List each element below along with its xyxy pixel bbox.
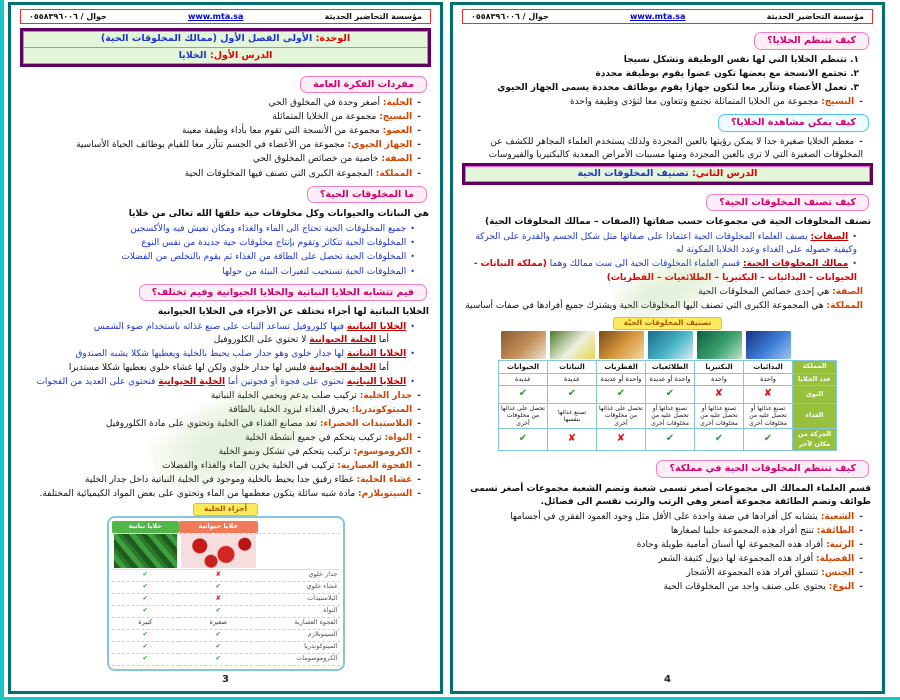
dash-bullet: -: [859, 136, 863, 147]
classify-list: [462, 231, 873, 312]
list-item: [20, 418, 431, 431]
list-item: [20, 376, 431, 389]
definition: تركيب صلب يدعم ويحمي الخلية النباتية: [210, 390, 357, 401]
dash-bullet: -: [859, 554, 863, 565]
cell: الفطريات: [597, 360, 646, 373]
cell: ✔: [646, 386, 695, 404]
dash-bullet: -: [859, 96, 863, 107]
dot-bullet: •: [410, 266, 415, 276]
term: الصفة:: [381, 154, 413, 165]
vocab-list: [20, 97, 431, 180]
cell-parts-figure: [107, 503, 345, 671]
dot-bullet: •: [852, 232, 857, 242]
term: العضو:: [382, 126, 413, 137]
row-header: النوى: [793, 386, 837, 404]
table-row: [499, 360, 837, 373]
contrast-line: [69, 362, 389, 375]
cell: ✘: [695, 386, 744, 404]
cell: واحدة: [744, 373, 793, 385]
lesson2-label: الدرس الثاني:: [692, 167, 758, 179]
cell: كبيرة: [112, 617, 179, 629]
definition: تتسلق أفراد هذه المجموعة الأشجار: [686, 568, 819, 579]
term: المملكة:: [375, 168, 413, 179]
dash-bullet: -: [417, 404, 421, 415]
cell: الحيوانات: [499, 360, 548, 373]
cell: ✔: [646, 429, 695, 451]
organize-list: [462, 54, 873, 109]
cell: تحصل على غذائها من مخلوقات أخرى: [597, 403, 646, 429]
definition: مجموعة من الأنسجة التي تقوم معا بأداء وظيفة معينة: [182, 126, 380, 137]
dot-bullet: •: [410, 322, 415, 332]
term: الصفة:: [832, 286, 863, 297]
definition: مجموعة من الخلايا المتماثلة تجتمع وتتعاون معا لتؤدي وظيفة واحدة: [569, 96, 819, 107]
list-item: [20, 251, 431, 264]
list-item: [20, 404, 431, 417]
cell: واحدة أو عديدة: [597, 373, 646, 385]
empty-cell: [793, 330, 837, 361]
table-row: [499, 373, 837, 385]
heading-compare-cells: فيم تتشابه الخلايا النباتية والخلايا الحيوانية وفيم تختلف؟: [139, 284, 427, 302]
term: الكروموسوم:: [353, 446, 413, 457]
plant-cells-image: [112, 533, 179, 569]
list-item: [462, 581, 873, 594]
cell: ✔: [112, 569, 179, 581]
definition: أصغر وحدة في المخلوق الحي: [268, 98, 381, 109]
heading-see-cells: كيف يمكن مشاهدة الخلايا؟: [718, 114, 869, 132]
row-label: جدار خلوي: [258, 569, 340, 581]
cell: ✔: [179, 653, 258, 665]
page-number: 4: [664, 673, 671, 685]
lesson-title: [23, 48, 428, 64]
definition: المجموعة الكبرى التي تصنف فيها المخلوقات الحية: [184, 168, 373, 179]
header-bar: [20, 9, 431, 24]
cell: واحدة: [695, 373, 744, 385]
cell-parts-table: [107, 516, 345, 671]
numbered-item: ٣. تعمل الأعضاء وتتآزر معا لتكون جهازا يقوم بوظائف محددة يسمى الجهاز الحيوي: [497, 82, 859, 93]
term: الخلية الحيوانية: [309, 362, 377, 373]
term: الفجوة العصارية:: [337, 460, 413, 471]
ranks-list: [462, 511, 873, 594]
dash-bullet: -: [859, 568, 863, 579]
list-item: [462, 258, 873, 284]
cell: ✔: [112, 581, 179, 593]
cell: ✔: [179, 629, 258, 641]
kingdoms-list: (مملكة النباتات - الحيوانات - البدائيات – البكتيريا – الطلائعيات – الفطريات): [473, 259, 857, 283]
cell: عديدة: [499, 373, 548, 385]
term: الفصيلة:: [816, 554, 855, 565]
dash-bullet: -: [859, 511, 863, 522]
list-item: [462, 567, 873, 580]
cell: البكتيريا: [695, 360, 744, 373]
list-item: [20, 460, 431, 473]
list-item: [20, 139, 431, 152]
heading-living-things: ما المخلوقات الحية؟: [307, 186, 427, 204]
dash-bullet: -: [417, 460, 421, 471]
point-text: المخلوقات الحية تحصل على الطاقة من الغذاء ثم يقوم بالتخلص من الفضلات: [121, 252, 407, 263]
cell: ✔: [548, 386, 597, 404]
list-item: [20, 153, 431, 166]
definition: تركيب يتحكم في جميع أنشطة الخلية: [245, 432, 382, 443]
site-link[interactable]: www.mta.sa: [187, 11, 244, 21]
row-header: الحركة من مكان لآخر: [793, 429, 837, 451]
term: الخلية الحيوانية: [309, 335, 377, 346]
list-item: [462, 96, 873, 109]
dot-bullet: •: [410, 376, 415, 386]
compare-list: [20, 321, 431, 388]
point-text: المخلوقات الحية تتكاثر وتقوم بإنتاج مخلوقات حية جديدة من نفس النوع: [141, 238, 407, 249]
dash-bullet: -: [417, 98, 421, 109]
site-link[interactable]: www.mta.sa: [629, 11, 686, 21]
definition: غطاء رقيق جدا يحيط بالخلية وموجود في الخلية النباتية داخل جدار الخلية: [85, 474, 354, 485]
dash-bullet: -: [859, 540, 863, 551]
definition: هي المجموعة الكبرى التي تصنف اليها المخلوقات الحية ويشترك جميع أفرادها في صفات أساسية: [465, 300, 824, 311]
point-text: قسم العلماء المخلوقات الحية الى ست ممالك وهما: [546, 259, 743, 270]
lesson2-text: تصنيف المخلوقات الحية: [577, 167, 689, 179]
term: الجهاز الحيوي:: [347, 140, 413, 151]
definition: يحتوي على صنف واحد من المخلوقات الحية: [663, 582, 826, 593]
table-row: [499, 386, 837, 404]
phone-number: جوال / ٠٥٥٨٣٩٦٠٠٦: [471, 11, 549, 21]
definition: تركيب في الخلية يخزن الماء والغذاء والفضلات: [162, 460, 335, 471]
living-intro: هي النباتات والحيوانات وكل مخلوقات حية خلقها الله تعالى من خلايا: [128, 209, 429, 220]
heading-vocab: مفردات الفكرة العامة: [300, 76, 427, 94]
cell: عديدة: [548, 373, 597, 385]
dash-bullet: -: [417, 112, 421, 123]
list-item: [20, 111, 431, 124]
figure-title: أجزاء الخلية: [193, 503, 258, 516]
image-strip: [499, 330, 837, 361]
cell: ✔: [499, 386, 548, 404]
cell: الطلائعيات: [646, 360, 695, 373]
term: الخلايا النباتية: [346, 322, 407, 333]
column-header-animal: خلايا حيوانية: [179, 521, 258, 533]
cell: البدائيات: [744, 360, 793, 373]
term: الجنس:: [821, 568, 855, 579]
list-item: [20, 266, 431, 279]
list-item: [462, 539, 873, 552]
text: لا تحتوي على الكلوروفيل: [213, 335, 310, 346]
list-item: [20, 488, 431, 501]
term: المملكة:: [826, 300, 863, 311]
term: النسيج:: [821, 96, 855, 107]
bacteria-image: [695, 330, 744, 361]
dash-bullet: -: [859, 526, 863, 537]
cell: ✔: [112, 605, 179, 617]
term: النسيج:: [379, 112, 413, 123]
empty-cell: [258, 533, 340, 569]
list-item: [20, 168, 431, 181]
text: أما: [376, 362, 389, 373]
animals-image: [499, 330, 548, 361]
term: النوع:: [828, 582, 855, 593]
point-text: يصنف العلماء المخلوقات الحية اعتمادا على صفاتها مثل شكل الجسم والقدرة على الحركة وكيفية حصوله على الغذاء وعدد الخلايا المكونة له: [475, 232, 857, 256]
list-item: [20, 125, 431, 138]
list-item: [20, 390, 431, 403]
cell: ✔: [499, 429, 548, 451]
list-item: [462, 553, 873, 566]
dash-bullet: -: [417, 390, 421, 401]
contrast-line: [214, 334, 389, 347]
unit-title: [23, 31, 428, 47]
cell: ✔: [597, 386, 646, 404]
term: غشاء الخلية:: [356, 474, 413, 485]
term: البلاستيدات الخضراء:: [319, 418, 413, 429]
cell: تصنع غذائها أو تحصل عليه من مخلوقات أخرى: [646, 403, 695, 429]
dot-bullet: •: [410, 238, 415, 248]
definition: أفراد هذه المجموعة لها ذيول كثيفة الشعر: [658, 554, 814, 565]
term: الصفات:: [810, 232, 849, 243]
lesson-label: الدرس الأول:: [209, 49, 273, 61]
row-label: السيتوبلازم: [258, 629, 340, 641]
list-item: [462, 231, 873, 257]
org-name: مؤسسة التحاضير الحديثة: [766, 11, 864, 21]
classification-figure: [462, 317, 873, 451]
term: الخلية:: [382, 98, 413, 109]
lesson-text: الخلايا: [178, 49, 207, 61]
column-header-plant: خلايا نباتية: [112, 521, 179, 533]
text: معظم الخلايا صغيرة جدا لا يمكن رؤيتها بالعين المجردة ولذلك يستخدم العلماء المجاهر للكشف عن المخلوقات الصغيرة التي لا ترى بالعين المجردة ومنها مسببات الأمراض المعدية كالبكتيريا والفيروسات: [488, 136, 863, 160]
unit-label: الوحدة:: [315, 33, 351, 44]
dash-bullet: -: [859, 582, 863, 593]
cell: ✔: [112, 641, 179, 653]
dash-bullet: -: [417, 418, 421, 429]
org-name: مؤسسة التحاضير الحديثة: [324, 11, 422, 21]
row-header: عدد الخلايا: [793, 373, 837, 385]
cell: النباتات: [548, 360, 597, 373]
table-row: [499, 429, 837, 451]
row-header: الغذاء: [793, 403, 837, 429]
point-text: فيها كلوروفيل تساعد النبات على صنع غذائه باستخدام ضوء الشمس: [93, 322, 347, 333]
definition: مادة شبه سائلة يتكون معظمها من الماء وتحتوي على بعض المواد الكيميائية المختلفة.: [39, 488, 356, 499]
cell: ✘: [179, 569, 258, 581]
term: جدار الخلية:: [359, 390, 413, 401]
definition: يتشابه كل أفرادها في صفة واحدة على الأقل مثل وجود العمود الفقري في أجسامها: [510, 511, 818, 522]
dot-bullet: •: [410, 252, 415, 262]
page-3: [8, 2, 443, 694]
cell: ✔: [179, 605, 258, 617]
definition: يحرق الغذاء ليزود الخلية بالطاقة: [228, 404, 349, 415]
animal-cells-image: [179, 533, 258, 569]
protist-image: [646, 330, 695, 361]
definition: هي إحدى خصائص المخلوقات الحية: [698, 286, 830, 297]
cell: تصنع غذائها أو تحصل عليه من مخلوقات أخرى: [744, 403, 793, 429]
kingdom-intro: قسم العلماء الممالك الى مجموعات أصغر تسمى شعبة وتضم الشعبة مجموعات أصغر تسمى طوائف وتضم الطائفة مجموعة أصغر وهي الرتب والرتب تقسم الى فصائل.: [470, 483, 871, 507]
unit-text: الأولى الفصل الأول (ممالك المخلوقات الحية): [100, 33, 313, 44]
point-text: جميع المخلوقات الحية تحتاج الى الماء والغذاء ومكان تعيش فيه والأكسجين: [130, 224, 407, 235]
cell: ✔: [695, 429, 744, 451]
point-text: لها جدار خلوي وهو جدار صلب يحيط بالخلية ويعطيها شكلا يشبه الصندوق: [75, 349, 347, 360]
list-item: [462, 300, 873, 313]
definition: مجموعة من الأعضاء في الجسم تتآزر معا للقيام بوظائف الحياة الأساسية: [76, 140, 345, 151]
definition: أفراد هذه المجموعة لها أسنان أمامية طويلة وحادة: [636, 540, 824, 551]
cell: ✔: [112, 593, 179, 605]
term: الطائفة:: [816, 526, 855, 537]
header-bar: [462, 9, 873, 24]
cell: تصنع غذائها بنفسها: [548, 403, 597, 429]
list-item: [462, 511, 873, 524]
cell: ✔: [112, 653, 179, 665]
cell: تصنع غذائها أو تحصل عليه من مخلوقات أخرى: [695, 403, 744, 429]
list-item: [20, 321, 431, 347]
row-label: الفجوة العصارية: [258, 617, 340, 629]
page-number: 3: [222, 673, 229, 685]
lesson2-banner: [462, 163, 873, 185]
term: النواة:: [384, 432, 413, 443]
cell: ✔: [179, 641, 258, 653]
dot-bullet: •: [410, 349, 415, 359]
figure-title: تصنيف المخلوقات الحيّة: [613, 317, 723, 330]
term: السيتوبلازم:: [358, 488, 413, 499]
list-item: [20, 432, 431, 445]
heading-cells-organize: كيف تتنظم الخلايا؟: [754, 32, 869, 50]
row-label: البلاستيدات: [258, 593, 340, 605]
cell: واحدة أو عديدة: [646, 373, 695, 385]
dash-bullet: -: [417, 126, 421, 137]
row-label: الكروموسومات: [258, 653, 340, 665]
dash-bullet: -: [417, 432, 421, 443]
numbered-item: ١. تتنظم الخلايا التي لها نفس الوظيفة وتشكل نسيجا: [623, 54, 859, 65]
compare-intro: الخلايا النباتية لها أجزاء تختلف عن الأجزاء في الخلايا الحيوانية: [157, 307, 429, 318]
heading-classify: كيف تصنف المخلوقات الحية؟: [706, 194, 869, 212]
dot-bullet: •: [852, 259, 857, 269]
row-header: المملكة: [793, 360, 837, 373]
list-item: [20, 97, 431, 110]
cell: ✘: [179, 593, 258, 605]
cell: صغيرة: [179, 617, 258, 629]
cell: ✘: [597, 429, 646, 451]
phone-number: جوال / ٠٥٥٨٣٩٦٠٠٦: [29, 11, 107, 21]
plants-image: [548, 330, 597, 361]
cell: ✔: [744, 429, 793, 451]
definition: تنتج أفراد هذه المجموعة حليبا لصغارها: [670, 526, 814, 537]
cell: تحصل على غذائها من مخلوقات أخرى: [499, 403, 548, 429]
living-list: [20, 223, 431, 278]
definition: تعد مصانع الغذاء في الخلية وتحتوي على مادة الكلوروفيل: [105, 418, 318, 429]
dot-bullet: •: [410, 224, 415, 234]
dash-bullet: -: [417, 140, 421, 151]
row-label: الميتوكوندريا: [258, 641, 340, 653]
classification-table: [498, 330, 837, 451]
definition: مجموعة من الخلايا المتماثلة: [272, 112, 377, 123]
see-cells-text: [462, 136, 873, 162]
cell-parts-list: [20, 390, 431, 501]
dash-bullet: -: [417, 168, 421, 179]
point-text: المخلوقات الحية تستجيب لتغيرات البيئة من حولها: [222, 266, 407, 277]
term: الميتوكوندريا:: [351, 404, 413, 415]
archaea-image: [744, 330, 793, 361]
term: ممالك المخلوقات الحية:: [742, 259, 849, 270]
classify-intro: تصنف المخلوقات الحية في مجموعات حسب صفاتها (الصفات – ممالك المخلوقات الحية): [485, 217, 871, 228]
list-item: [20, 237, 431, 250]
cell: ✘: [744, 386, 793, 404]
cell: ✘: [548, 429, 597, 451]
definition: تركيب يتحكم في تشكل ونمو الخلية: [218, 446, 351, 457]
term: الخلايا النباتية: [346, 376, 407, 387]
heading-kingdom-organize: كيف تنتظم المخلوقات الحية في مملكة؟: [656, 460, 869, 478]
term: الرتبة:: [826, 540, 855, 551]
dash-bullet: -: [417, 474, 421, 485]
cell: ✔: [179, 581, 258, 593]
term: الخلية الحيوانية: [158, 376, 226, 387]
lesson2-title: [465, 166, 870, 182]
text: فليس لها جدار خلوي ولكن لها غشاء خلوي يعطيها شكلا مستديرا: [68, 362, 310, 373]
document-spread: [8, 2, 885, 694]
fungi-image: [597, 330, 646, 361]
numbered-item: ٢. تجتمع الانسجة مع بعضها تكون عضوا يقوم بوظيفة محددة: [595, 68, 859, 79]
text: أما: [376, 335, 389, 346]
row-label: غشاء خلوي: [258, 581, 340, 593]
row-label: النواة: [258, 605, 340, 617]
term: الشعبة:: [820, 511, 855, 522]
point-text: فتحتوي على العديد من الفجوات: [36, 376, 159, 387]
unit-banner: [20, 28, 431, 67]
list-item: [20, 474, 431, 487]
empty-cell: [258, 521, 340, 533]
list-item: [20, 348, 431, 374]
list-item: [462, 286, 873, 299]
list-item: [20, 446, 431, 459]
table-row: [499, 403, 837, 429]
term: الخلايا النباتية: [346, 349, 407, 360]
point-text: تحتوي على فجوة أو فجوتين أما: [225, 376, 347, 387]
list-item: [462, 525, 873, 538]
cyan-left-edge: [0, 0, 4, 700]
cell: ✔: [112, 629, 179, 641]
list-item: [20, 223, 431, 236]
page-4: [450, 2, 885, 694]
definition: خاصية من خصائص المخلوق الحي: [252, 154, 379, 165]
dash-bullet: -: [417, 446, 421, 457]
dash-bullet: -: [417, 488, 421, 499]
dash-bullet: -: [417, 154, 421, 165]
